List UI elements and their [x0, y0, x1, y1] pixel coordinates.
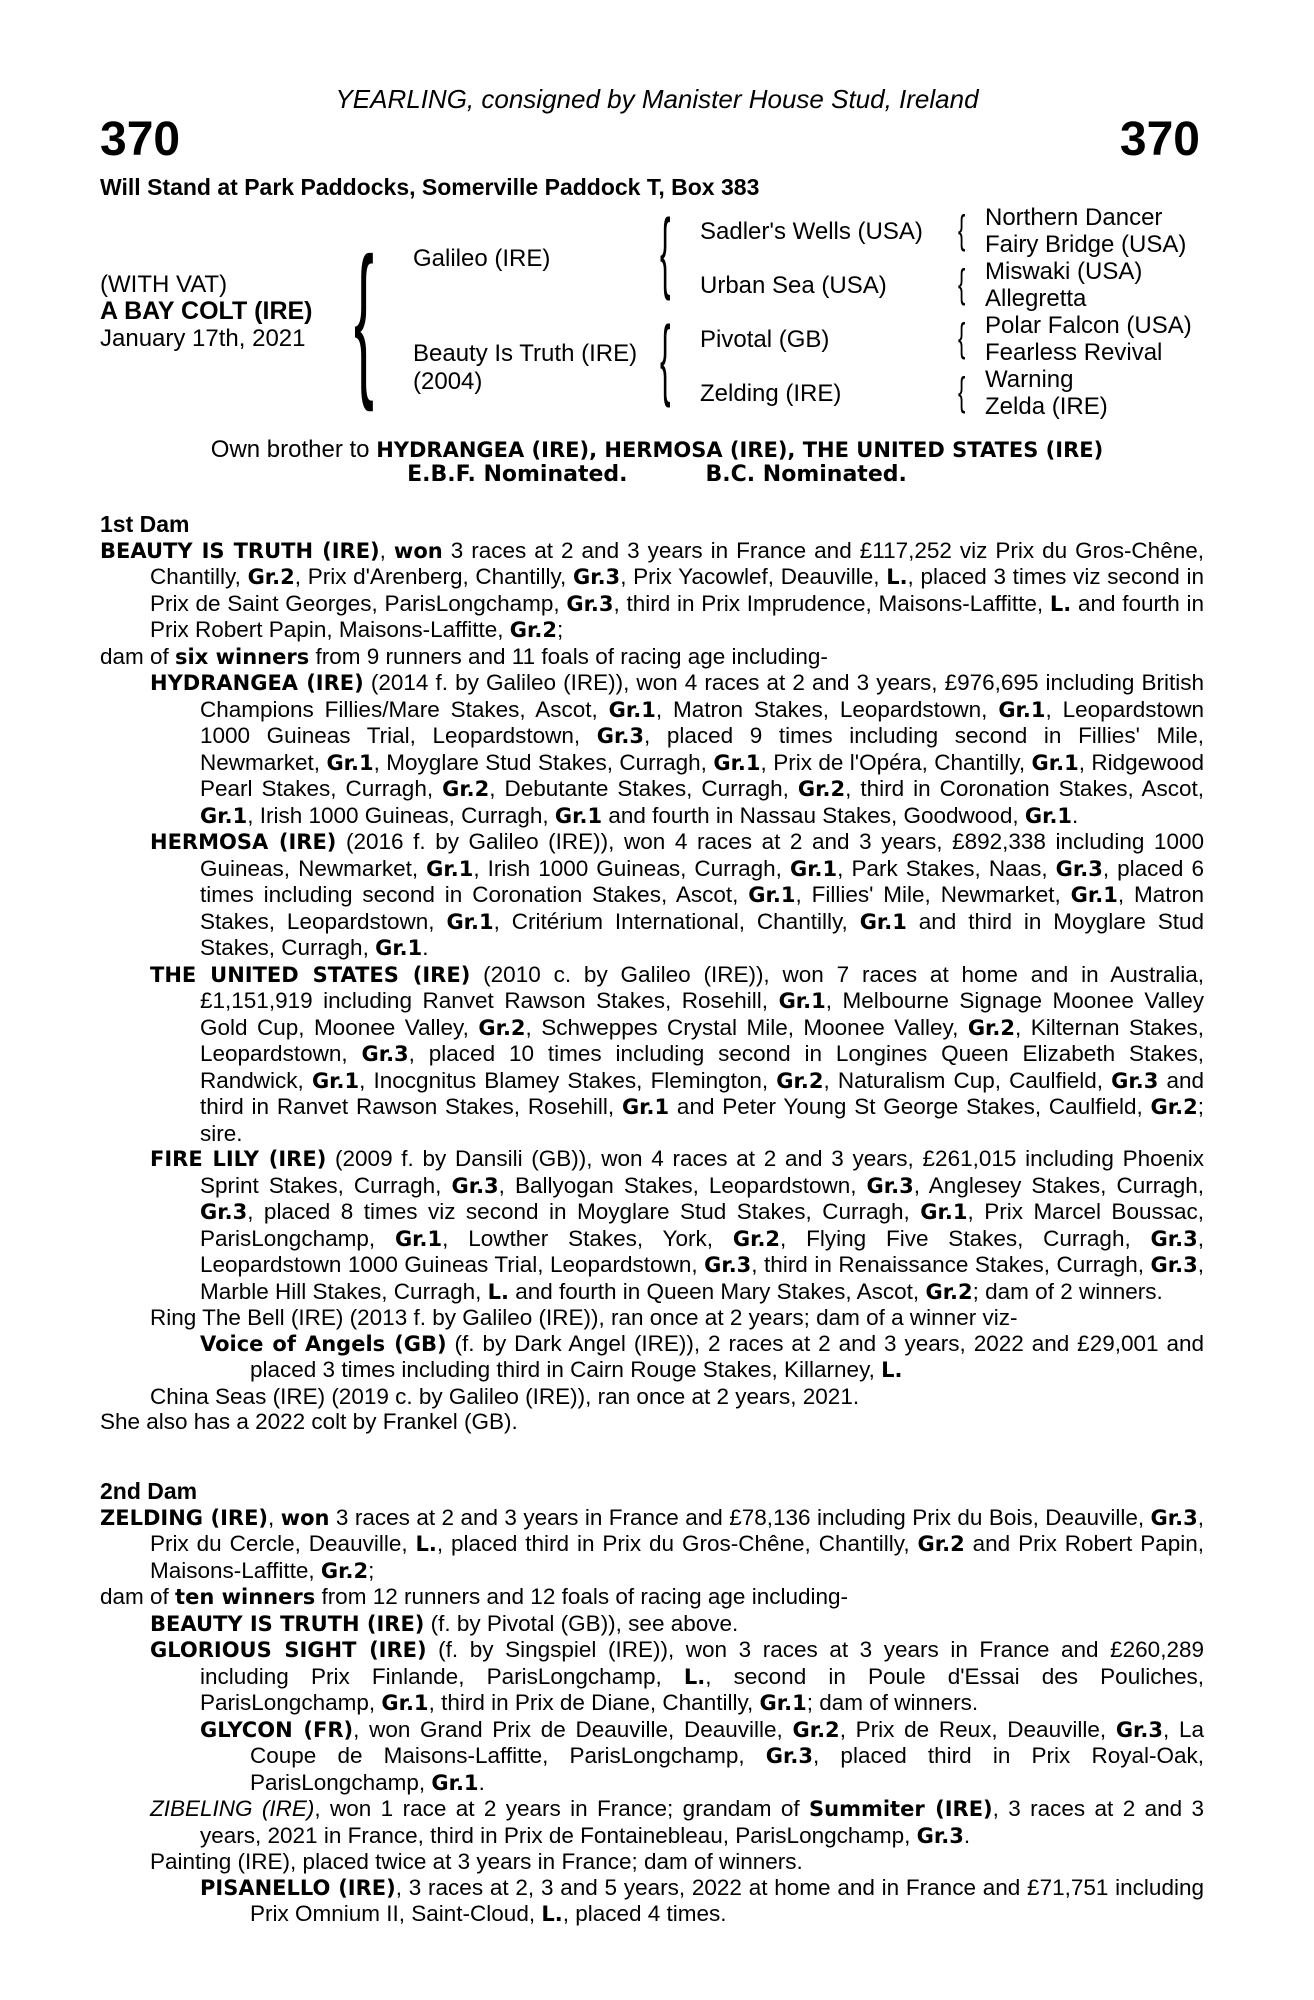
second-dam-section — [100, 1479, 1204, 1928]
dam-dam-sire: Warning — [985, 366, 1074, 393]
pedigree-brace-sire: { — [660, 202, 671, 302]
dam-record: BEAUTY IS TRUTH (IRE), won 3 races at 2 and 3 years in France and £117,252 viz Prix du Gros-Chêne, Chantilly, Gr.2, Prix d'Arenberg, Chantilly, Gr.3, Prix Yacowlef, Deauville, L., placed 3 times viz second in Prix de Saint Georges, ParisLongchamp, Gr.3, third in Prix Imprudence, Maisons-Laffitte, L. and fourth in Prix Robert Papin, Maisons-Laffitte, Gr.2; — [100, 537, 1205, 642]
dam-dam: Zelding (IRE) — [700, 380, 842, 407]
sire-dam-dam: Allegretta — [985, 285, 1087, 312]
sire-name: Galileo (IRE) — [413, 245, 551, 272]
second-dam-heading: 2nd Dam — [100, 1478, 198, 1504]
grandproduce-voice-of-angels: Voice of Angels (GB) (f. by Dark Angel (IRE)), 2 races at 2 and 3 years, 2022 and £29,001 and placed 3 times including third in Cairn Rouge Stakes, Killarney, L. — [200, 1330, 1204, 1382]
first-dam-heading: 1st Dam — [100, 511, 190, 537]
second-dam-record: ZELDING (IRE), won 3 races at 2 and 3 years in France and £78,136 including Prix du Bois, Deauville, Gr.3, Prix du Cercle, Deauville, L., placed third in Prix du Gros-Chêne, Chantilly, Gr.2 and Prix Robert Papin, Maisons-Laffitte, Gr.2; — [100, 1504, 1204, 1583]
produce-painting: Painting (IRE), placed twice at 3 years in France; dam of winners. — [150, 1849, 803, 1874]
first-dam-section — [100, 512, 1204, 1435]
produce-ring-the-bell: Ring The Bell (IRE) (2013 f. by Galileo (IRE)), ran once at 2 years; dam of a winner viz- — [150, 1305, 1018, 1330]
lot-number-left: 370 — [100, 113, 181, 166]
produce-china-seas: China Seas (IRE) (2019 c. by Galileo (IRE)), ran once at 2 years, 2021. — [150, 1383, 860, 1409]
own-brother-names: HYDRANGEA (IRE), HERMOSA (IRE), THE UNITED STATES (IRE) — [376, 438, 1104, 462]
pedigree-brace-sd: { — [958, 262, 966, 306]
sire-sire: Sadler's Wells (USA) — [700, 218, 923, 245]
pedigree-brace-dam: { — [660, 309, 671, 409]
produce-beauty-is-truth: BEAUTY IS TRUTH (IRE) (f. by Pivotal (GB)), see above. — [150, 1610, 739, 1636]
sire-sire-dam: Fairy Bridge (USA) — [985, 231, 1187, 258]
pedigree-brace-ss: { — [958, 208, 966, 252]
second-dam-produce-summary: dam of ten winners from 12 runners and 12 foals of racing age including- — [100, 1584, 849, 1609]
stand-location: Will Stand at Park Paddocks, Somerville Paddock T, Box 383 — [100, 174, 760, 200]
produce-glorious-sight: GLORIOUS SIGHT (IRE) (f. by Singspiel (IRE)), won 3 races at 3 years in France and £260,289 including Prix Finlande, ParisLongchamp, L., second in Poule d'Essai des Pouliches, ParisLongchamp, Gr.1, third in Prix de Diane, Chantilly, Gr.1; dam of winners. — [150, 1637, 1204, 1715]
vat-note: (WITH VAT) — [100, 271, 228, 298]
dam-dam-dam: Zelda (IRE) — [985, 393, 1108, 420]
bc-nominated: B.C. Nominated. — [705, 462, 907, 487]
produce-zibeling: ZIBELING (IRE), won 1 race at 2 years in France; grandam of Summiter (IRE), 3 races at 2 and 3 years, 2021 in France, third in Prix de Fontainebleau, ParisLongchamp, Gr.3. — [150, 1796, 1205, 1848]
produce-hermosa: HERMOSA (IRE) (2016 f. by Galileo (IRE)), won 4 races at 2 and 3 years, £892,338 including 1000 Guineas, Newmarket, Gr.1, Irish 1000 Guineas, Curragh, Gr.1, Park Stakes, Naas, Gr.3, placed 6 times including second in Coronation Stakes, Ascot, Gr.1, Fillies' Mile, Newmarket, Gr.1, Matron Stakes, Leopardstown, Gr.1, Critérium International, Chantilly, Gr.1 and third in Moyglare Stud Stakes, Curragh, Gr.1. — [150, 829, 1205, 960]
sire-dam-sire: Miswaki (USA) — [985, 258, 1143, 285]
produce-the-united-states: THE UNITED STATES (IRE) (2010 c. by Galileo (IRE)), won 7 races at home and in Australia, £1,151,919 including Ranvet Rawson Stakes, Rosehill, Gr.1, Melbourne Signage Moonee Valley Gold Cup, Moonee Valley, Gr.2, Schweppes Crystal Mile, Moonee Valley, Gr.2, Kilternan Stakes, Leopardstown, Gr.3, placed 10 times including second in Longines Queen Elizabeth Stakes, Randwick, Gr.1, Inocgnitus Blamey Stakes, Flemington, Gr.2, Naturalism Cup, Caulfield, Gr.3 and third in Ranvet Rawson Stakes, Rosehill, Gr.1 and Peter Young St George Stakes, Caulfield, Gr.2; sire. — [150, 961, 1205, 1146]
produce-hydrangea: HYDRANGEA (IRE) (2014 f. by Galileo (IRE)), won 4 races at 2 and 3 years, £976,695 including British Champions Fillies/Mare Stakes, Ascot, Gr.1, Matron Stakes, Leopardstown, Gr.1, Leopardstown 1000 Guineas Trial, Leopardstown, Gr.3, placed 9 times including second in Fillies' Mile, Newmarket, Gr.1, Moyglare Stud Stakes, Curragh, Gr.1, Prix de l'Opéra, Chantilly, Gr.1, Ridgewood Pearl Stakes, Curragh, Gr.2, Debutante Stakes, Curragh, Gr.2, third in Coronation Stakes, Ascot, Gr.1, Irish 1000 Guineas, Curragh, Gr.1 and fourth in Nassau Stakes, Goodwood, Gr.1. — [150, 670, 1204, 828]
dam-sire: Pivotal (GB) — [700, 326, 830, 353]
horse-name: A BAY COLT (IRE) — [100, 297, 313, 325]
pedigree-brace-gen1: { — [354, 223, 374, 413]
dam-produce-summary: dam of six winners from 9 runners and 11 foals of racing age including- — [100, 643, 828, 669]
consignor-subtitle: YEARLING, consigned by Manister House Stud, Ireland — [335, 84, 979, 114]
grandproduce-glycon: GLYCON (FR), won Grand Prix de Deauville, Deauville, Gr.2, Prix de Reux, Deauville, Gr.3, La Coupe de Maisons-Laffitte, ParisLongchamp, Gr.3, placed third in Prix Royal-Oak, ParisLongchamp, Gr.1. — [200, 1716, 1204, 1795]
sire-dam: Urban Sea (USA) — [700, 272, 887, 299]
dam-sire-dam: Fearless Revival — [985, 339, 1163, 366]
dam-year: (2004) — [413, 368, 483, 395]
produce-fire-lily: FIRE LILY (IRE) (2009 f. by Dansili (GB)), won 4 races at 2 and 3 years, £261,015 including Phoenix Sprint Stakes, Curragh, Gr.3, Ballyogan Stakes, Leopardstown, Gr.3, Anglesey Stakes, Curragh, Gr.3, placed 8 times viz second in Moyglare Stud Stakes, Curragh, Gr.1, Prix Marcel Boussac, ParisLongchamp, Gr.1, Lowther Stakes, York, Gr.2, Flying Five Stakes, Curragh, Gr.3, Leopardstown 1000 Guineas Trial, Leopardstown, Gr.3, third in Renaissance Stakes, Curragh, Gr.3, Marble Hill Stakes, Curragh, L. and fourth in Queen Mary Stakes, Ascot, Gr.2; dam of 2 winners. — [150, 1146, 1205, 1304]
dam-name: Beauty Is Truth (IRE) — [413, 340, 638, 367]
nominations-line — [0, 462, 1314, 487]
ebf-nominated: E.B.F. Nominated. — [407, 462, 628, 487]
dam-sire-sire: Polar Falcon (USA) — [985, 312, 1192, 339]
foaling-date: January 17th, 2021 — [100, 325, 306, 352]
sire-sire-sire: Northern Dancer — [985, 204, 1163, 231]
grandproduce-pisanello: PISANELLO (IRE), 3 races at 2, 3 and 5 years, 2022 at home and in France and £71,751 including Prix Omnium II, Saint-Cloud, L., placed 4 times. — [200, 1874, 1204, 1926]
own-brother-line — [0, 436, 1314, 464]
lot-number-right: 370 — [1119, 113, 1200, 166]
own-brother-prefix: Own brother to — [210, 436, 377, 463]
pedigree-brace-dd: { — [958, 370, 966, 414]
pedigree-brace-ds: { — [958, 316, 966, 360]
dam-also-has: She also has a 2022 colt by Frankel (GB). — [100, 1409, 518, 1434]
